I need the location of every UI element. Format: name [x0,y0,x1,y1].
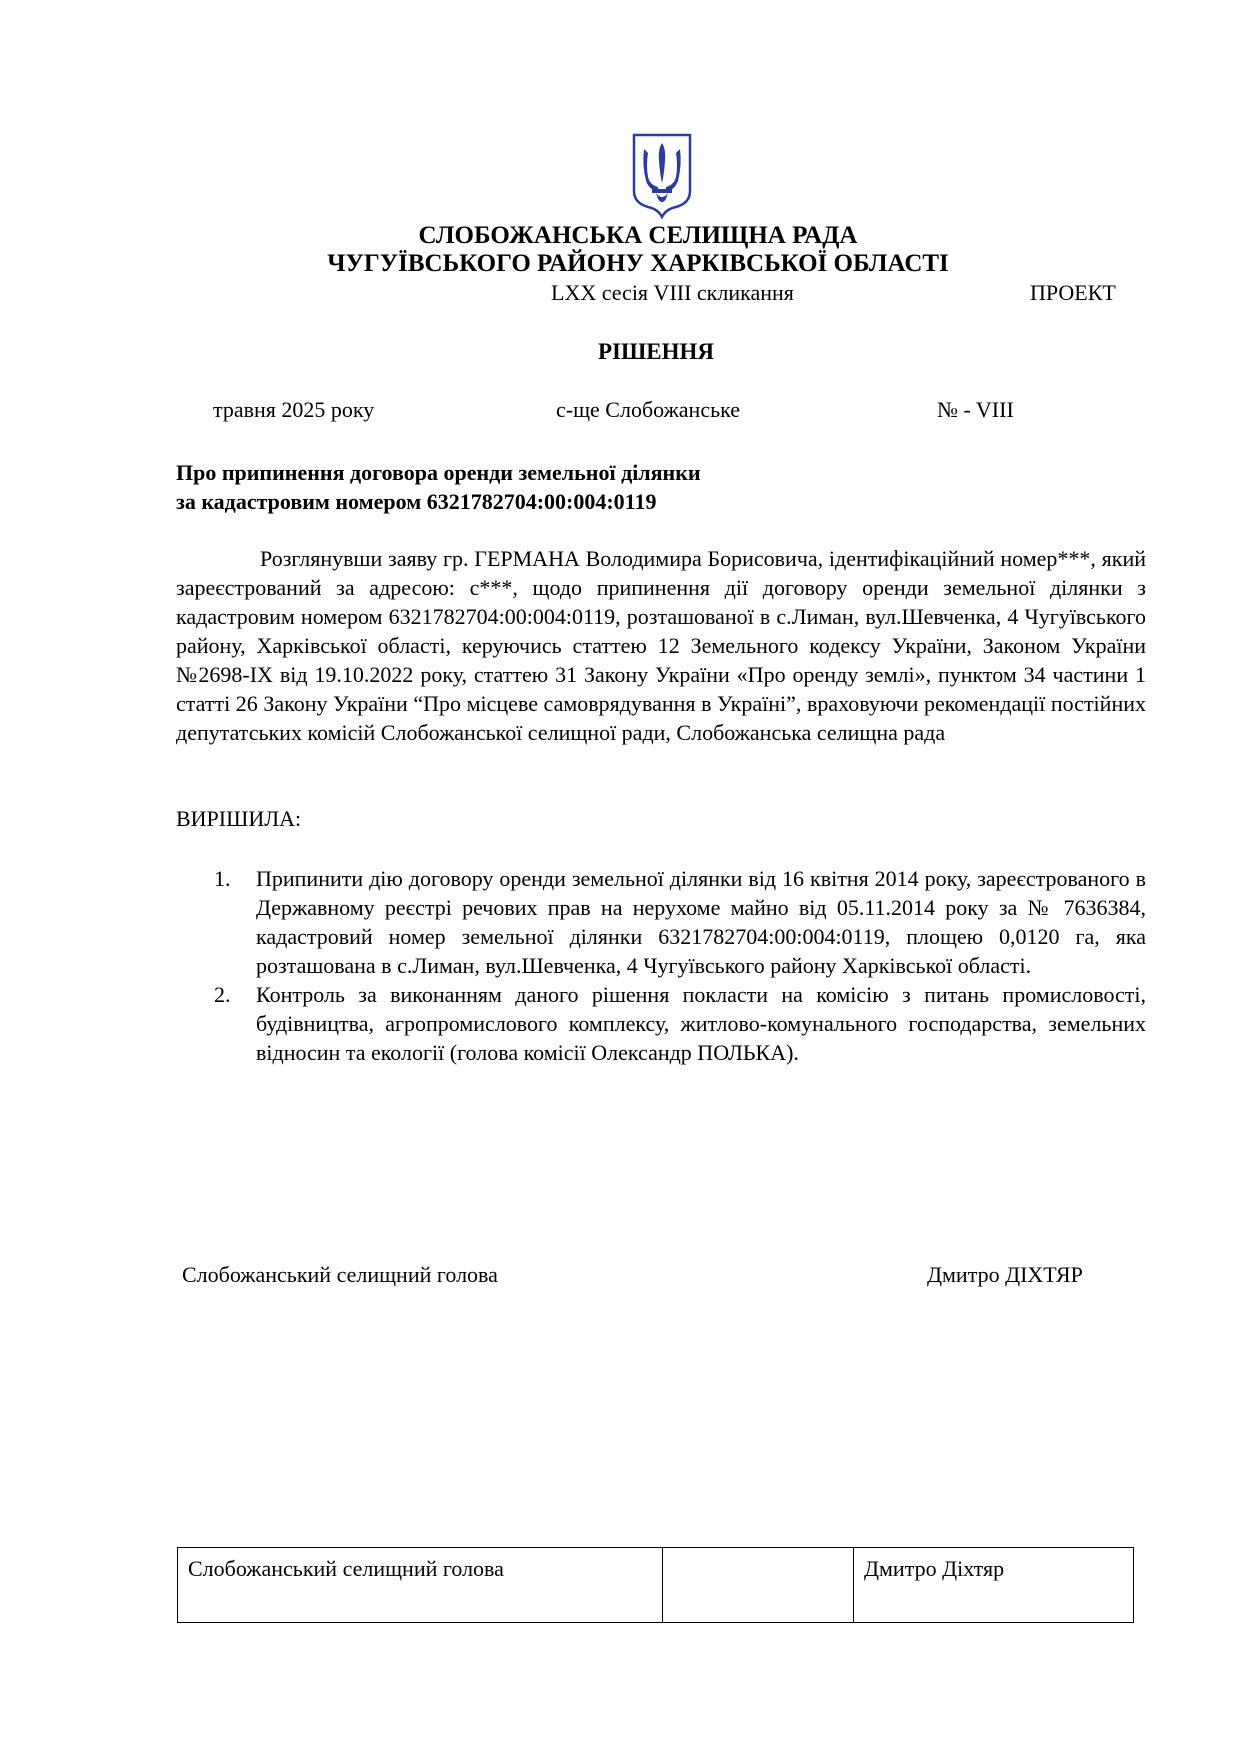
decision-date: травня 2025 року [213,397,375,422]
table-cell-name: Дмитро Діхтяр [854,1548,1134,1623]
decision-number: № - VIII [937,397,1014,422]
ukraine-trident-icon [630,131,694,219]
list-item [176,980,1146,1067]
decision-subject [176,458,701,516]
list-item-text: Контроль за виконанням даного рішення покласти на комісію з питань промисловості, будівництва, агропромислового комплексу, житлово-комунального господарства, земельних відносин та екології (голова комісії Олександр ПОЛЬКА). [256,982,1146,1065]
table-cell-position: Слобожанський селищний голова [178,1548,663,1623]
session-info: LXX сесія VIII скликання [551,280,794,305]
list-item-text: Припинити дію договору оренди земельної ділянки від 16 квітня 2014 року, зареєстрованого в Державному реєстрі речових прав на нерухоме майно від 05.11.2014 року за № 7636384, кадастровий номер земельної ділянки 6321782704:00:004:0119, площею 0,0120 га, яка розташована в с.Лиман, вул.Шевченка, 4 Чугуївського району Харківської області. [256,866,1146,978]
council-name: СЛОБОЖАНСЬКА СЕЛИЩНА РАДА [418,222,858,249]
signatory-name: Дмитро ДІХТЯР [927,1262,1083,1287]
resolved-label: ВИРІШИЛА: [176,806,302,831]
list-item-number: 1. [214,866,231,891]
table-cell-signature [663,1548,854,1623]
subject-line-1: Про припинення договора оренди земельної ділянки [176,460,701,485]
resolution-list [176,864,1146,1067]
decision-title: РІШЕННЯ [598,339,714,364]
approval-table [177,1547,1134,1623]
list-item [176,864,1146,980]
district-name: ЧУГУЇВСЬКОГО РАЙОНУ ХАРКІВСЬКОЇ ОБЛАСТІ [327,250,949,277]
table-row [178,1548,1134,1623]
signatory-title: Слобожанський селищний голова [182,1262,498,1287]
list-item-number: 2. [214,982,231,1007]
subject-line-2: за кадастровим номером 6321782704:00:004:0119 [176,489,657,514]
preamble-paragraph: Розглянувши заяву гр. ГЕРМАНА Володимира Борисовича, ідентифікаційний номер***, який зареєстрований за адресою: с***, щодо припинення дії договору оренди земельної ділянки з кадастровим номером 6321782704:00:004:0119, розташованої в с.Лиман, вул.Шевченка, 4 Чугуївського району, Харківської області, керуючись статтею 12 Земельного кодексу України, Законом України №2698-IX від 19.10.2022 року, статтею 31 Закону України «Про оренду землі», пунктом 34 частини 1 статті 26 Закону України “Про місцеве самоврядування в Україні”, враховуючи рекомендації постійних депутатських комісій Слобожанської селищної ради, Слобожанська селищна рада [176,546,1146,745]
decision-place: с-ще Слобожанське [556,397,741,422]
draft-label: ПРОЕКТ [1030,280,1116,305]
